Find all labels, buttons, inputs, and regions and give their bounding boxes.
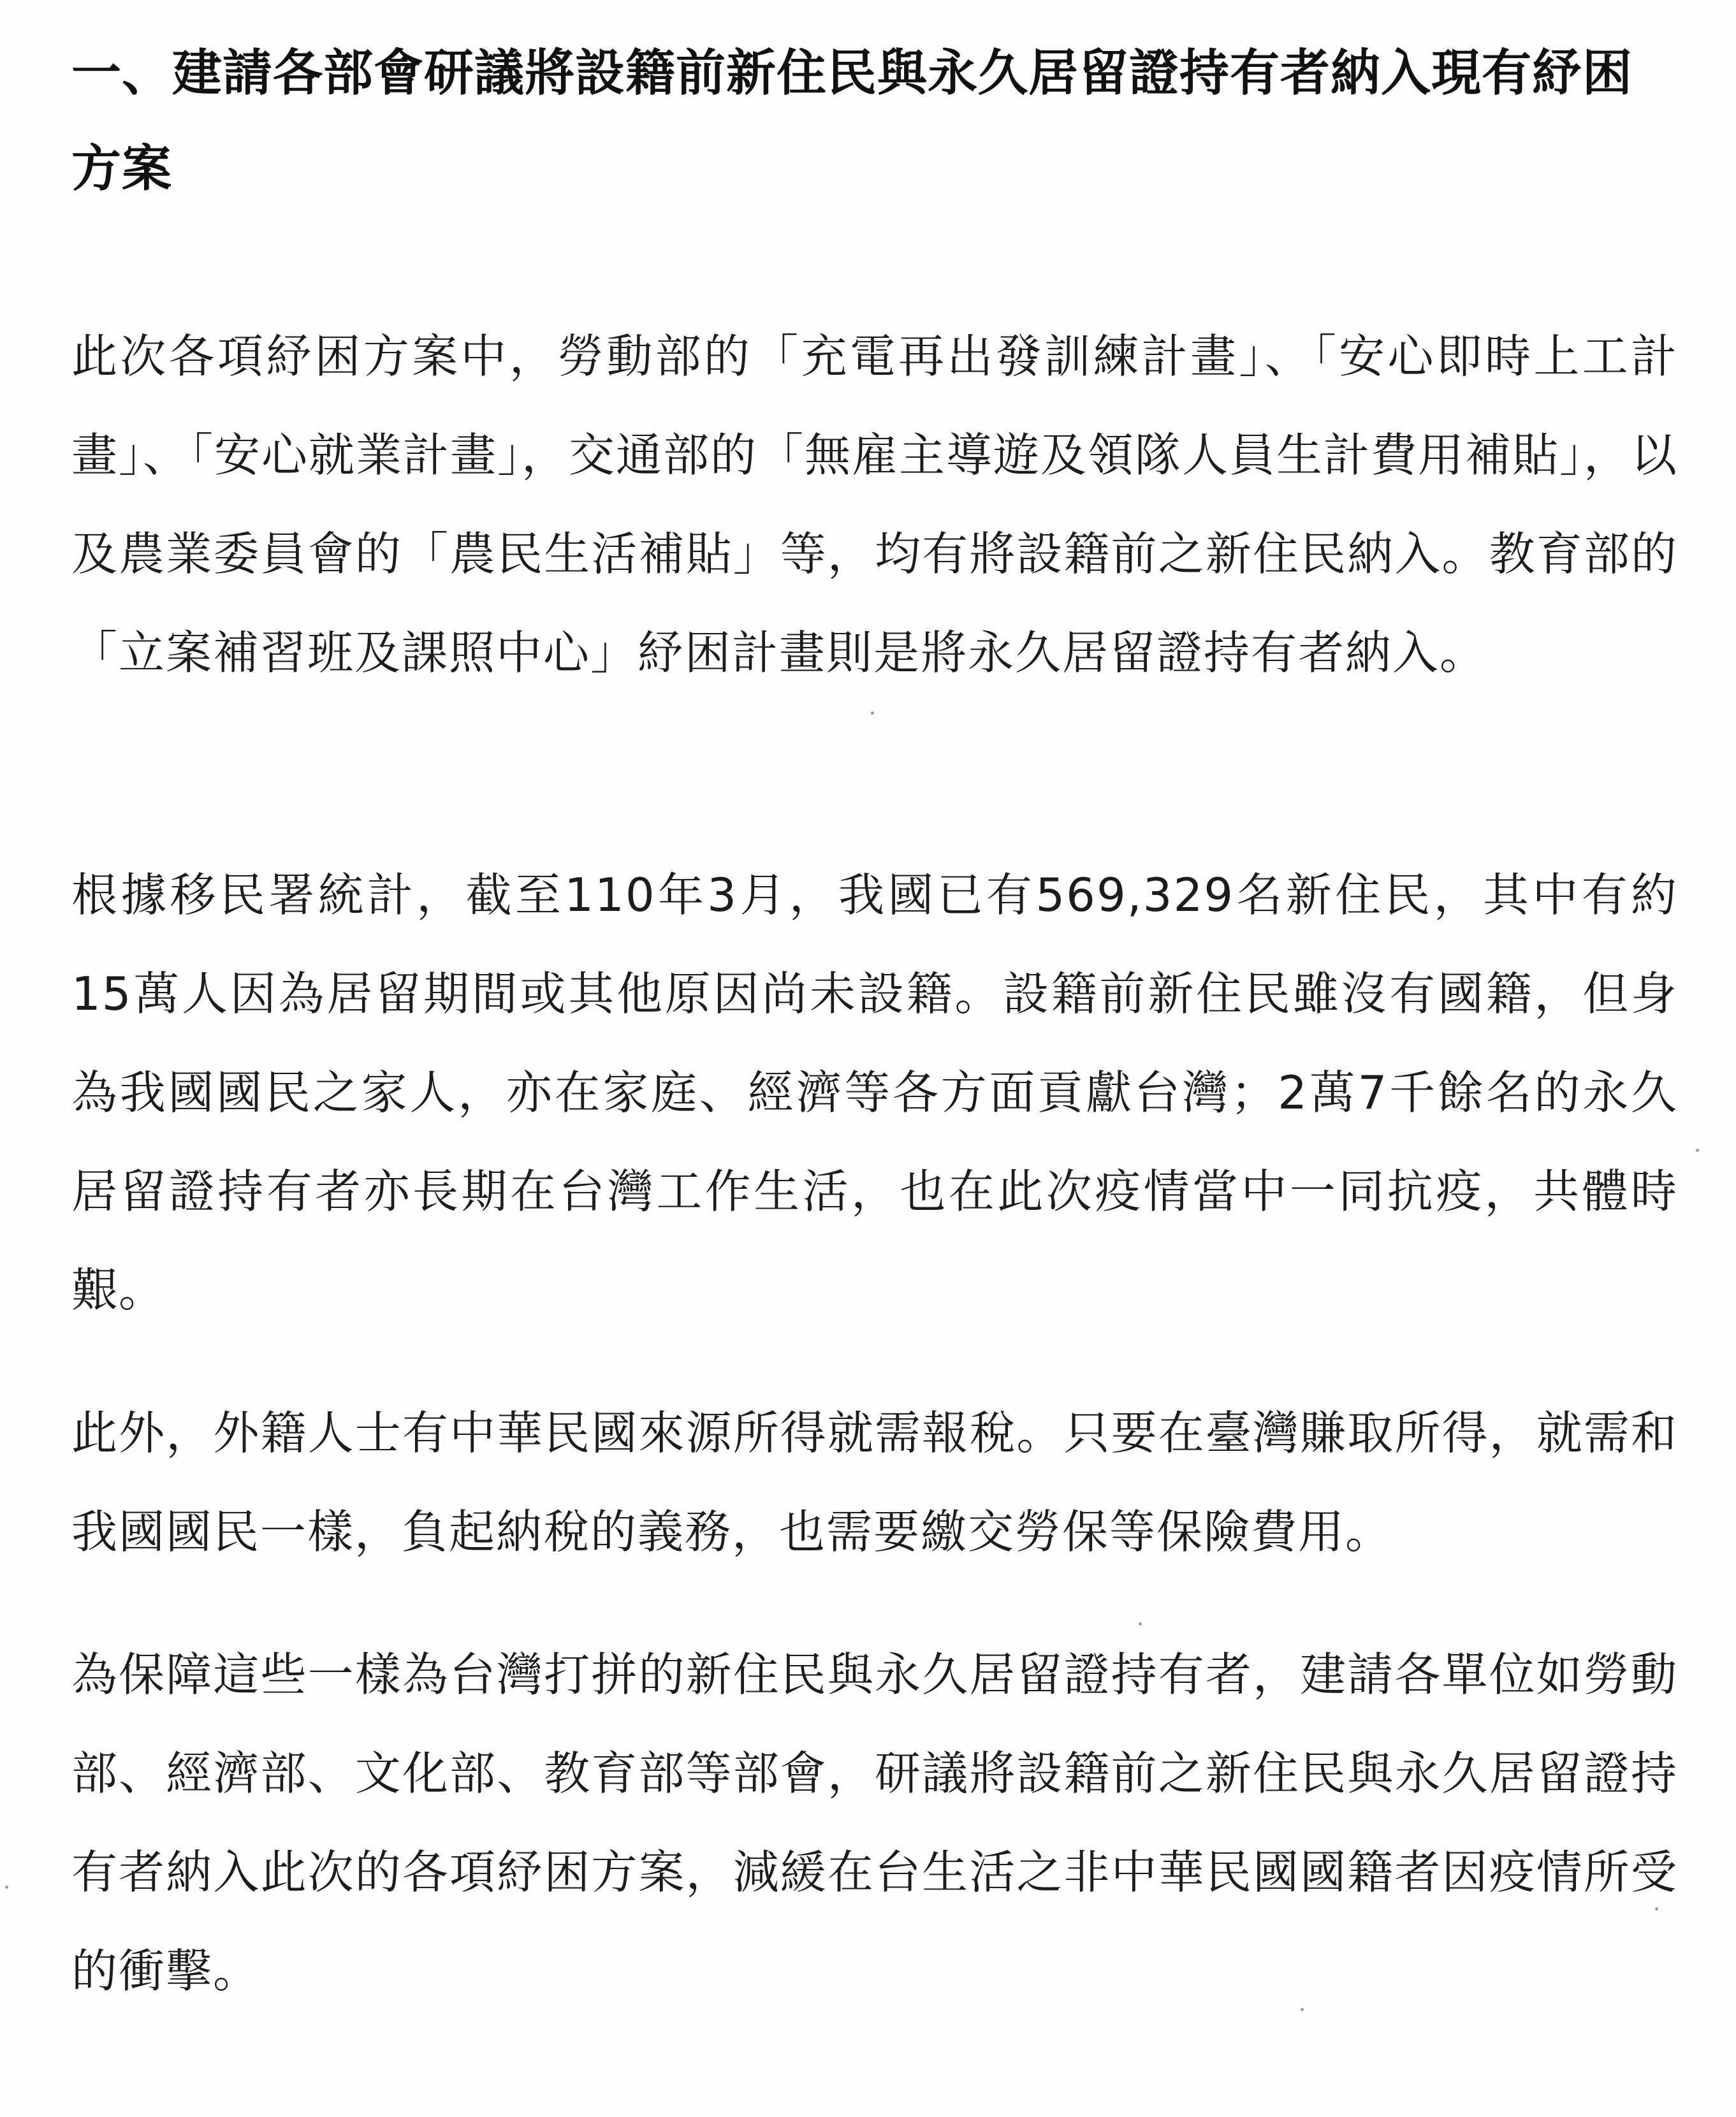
- paragraph-tax-obligations: 此外，外籍人士有中華民國來源所得就需報稅。只要在臺灣賺取所得，就需和我國國民一樣，負起納稅的義務，也需要繳交勞保等保險費用。: [71, 1406, 1678, 1559]
- scan-speck: [1655, 1907, 1658, 1910]
- scan-speck: [5, 1886, 8, 1889]
- scan-speck: [1696, 1149, 1699, 1152]
- paragraph-immigration-statistics: 根據移民署統計，截至110年3月，我國已有569,329名新住民，其中有約15萬人因為居留期間或其他原因尚未設籍。設籍前新住民雖沒有國籍，但身為我國國民之家人，亦在家庭、經濟等各方面貢獻台灣；2萬7千餘名的永久居留證持有者亦長期在台灣工作生活，也在此次疫情當中一同抗疫，共體時艱。: [71, 868, 1678, 1317]
- paragraph-relief-programs: 此次各項紓困方案中，勞動部的「充電再出發訓練計畫」、「安心即時上工計畫」、「安心就業計畫」，交通部的「無雇主導遊及領隊人員生計費用補貼」，以及農業委員會的「農民生活補貼」等，均有將設籍前之新住民納入。教育部的「立案補習班及課照中心」紓困計畫則是將永久居留證持有者納入。: [71, 330, 1679, 680]
- section-heading: 一、建請各部會研議將設籍前新住民與永久居留證持有者納入現有紓困方案: [71, 45, 1633, 198]
- scan-speck: [871, 711, 874, 715]
- scan-speck: [1139, 1622, 1142, 1626]
- scan-speck: [1301, 2008, 1304, 2011]
- paragraph-recommendation: 為保障這些一樣為台灣打拼的新住民與永久居留證持有者，建請各單位如勞動部、經濟部、文化部、教育部等部會，研議將設籍前之新住民與永久居留證持有者納入此次的各項紓困方案，減緩在台生活之非中華民國國籍者因疫情所受的衝擊。: [71, 1648, 1678, 1998]
